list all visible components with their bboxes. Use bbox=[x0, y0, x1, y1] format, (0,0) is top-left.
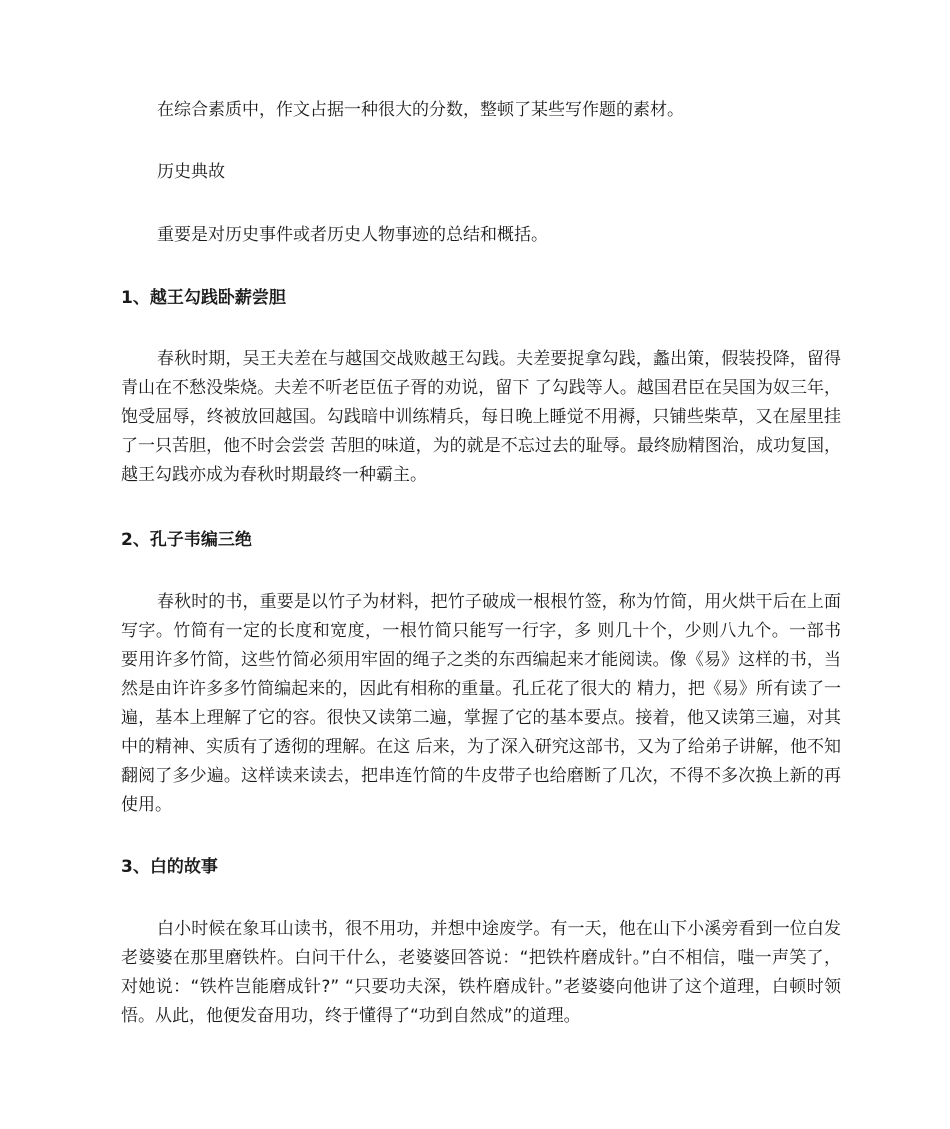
section-heading-confucius: 2、孔子韦编三绝 bbox=[121, 530, 252, 550]
section-body-bai: 白小时候在象耳山读书，很不用功，并想中途废学。有一天，他在山下小溪旁看到一位白发老婆婆在那里磨铁杵。白问干什么，老婆婆回答说：“把铁杵磨成针。”白不相信，嗤一声笑了，对她说：“铁杵岂能磨成针?” “只要功夫深，铁杵磨成针。”老婆婆向他讲了这个道理，白顿时领悟。从此，他便发奋用功，终于懂得了“功到自然成”的道理。 bbox=[121, 919, 841, 1026]
intro-definition: 重要是对历史事件或者历史人物事迹的总结和概括。 bbox=[157, 225, 548, 245]
section-heading-bai: 3、白的故事 bbox=[121, 857, 218, 877]
section-heading-goujian: 1、越王勾践卧薪尝胆 bbox=[121, 288, 286, 308]
section-body-confucius: 春秋时的书，重要是以竹子为材料，把竹子破成一根根竹签，称为竹简，用火烘干后在上面写字。竹简有一定的长度和宽度，一根竹简只能写一行字，多 则几十个，少则八九个。一部书 要用许多竹简，这些竹简必须用牢固的绳子之类的东西编起来才能阅读。像《易》这样的书，当然是由许许多多竹简编起来的，因此有相称的重量。孔丘花了很大的 精力，把《易》所有读了一遍，基本上理解了它的容。很快又读第二遍，掌握了它的基本要点。接着，他又读第三遍，对其中的精神、实质有了透彻的理解。在这 后来，为了深入研究这部书，又为了给弟子讲解，他不知翻阅了多少遍。这样读来读去，把串连竹简的牛皮带子也给磨断了几次，不得不多次换上新的再使用。 bbox=[121, 592, 841, 815]
intro-sentence: 在综合素质中，作文占据一种很大的分数，整顿了某些写作题的素材。 bbox=[157, 100, 684, 120]
section-body-goujian: 春秋时期，吴王夫差在与越国交战败越王勾践。夫差要捉拿勾践，蠡出策，假装投降，留得青山在不愁没柴烧。夫差不听老臣伍子胥的劝说，留下 了勾践等人。越国君臣在吴国为奴三年，饱受屈辱，终被放回越国。勾践暗中训练精兵，每日晚上睡觉不用褥，只铺些柴草，又在屋里挂了一只苦胆，他不时会尝尝 苦胆的味道，为的就是不忘过去的耻辱。最终励精图治，成功复国，越王勾践亦成为春秋时期最终一种霸主。 bbox=[121, 349, 841, 485]
intro-subtitle: 历史典故 bbox=[157, 162, 225, 182]
